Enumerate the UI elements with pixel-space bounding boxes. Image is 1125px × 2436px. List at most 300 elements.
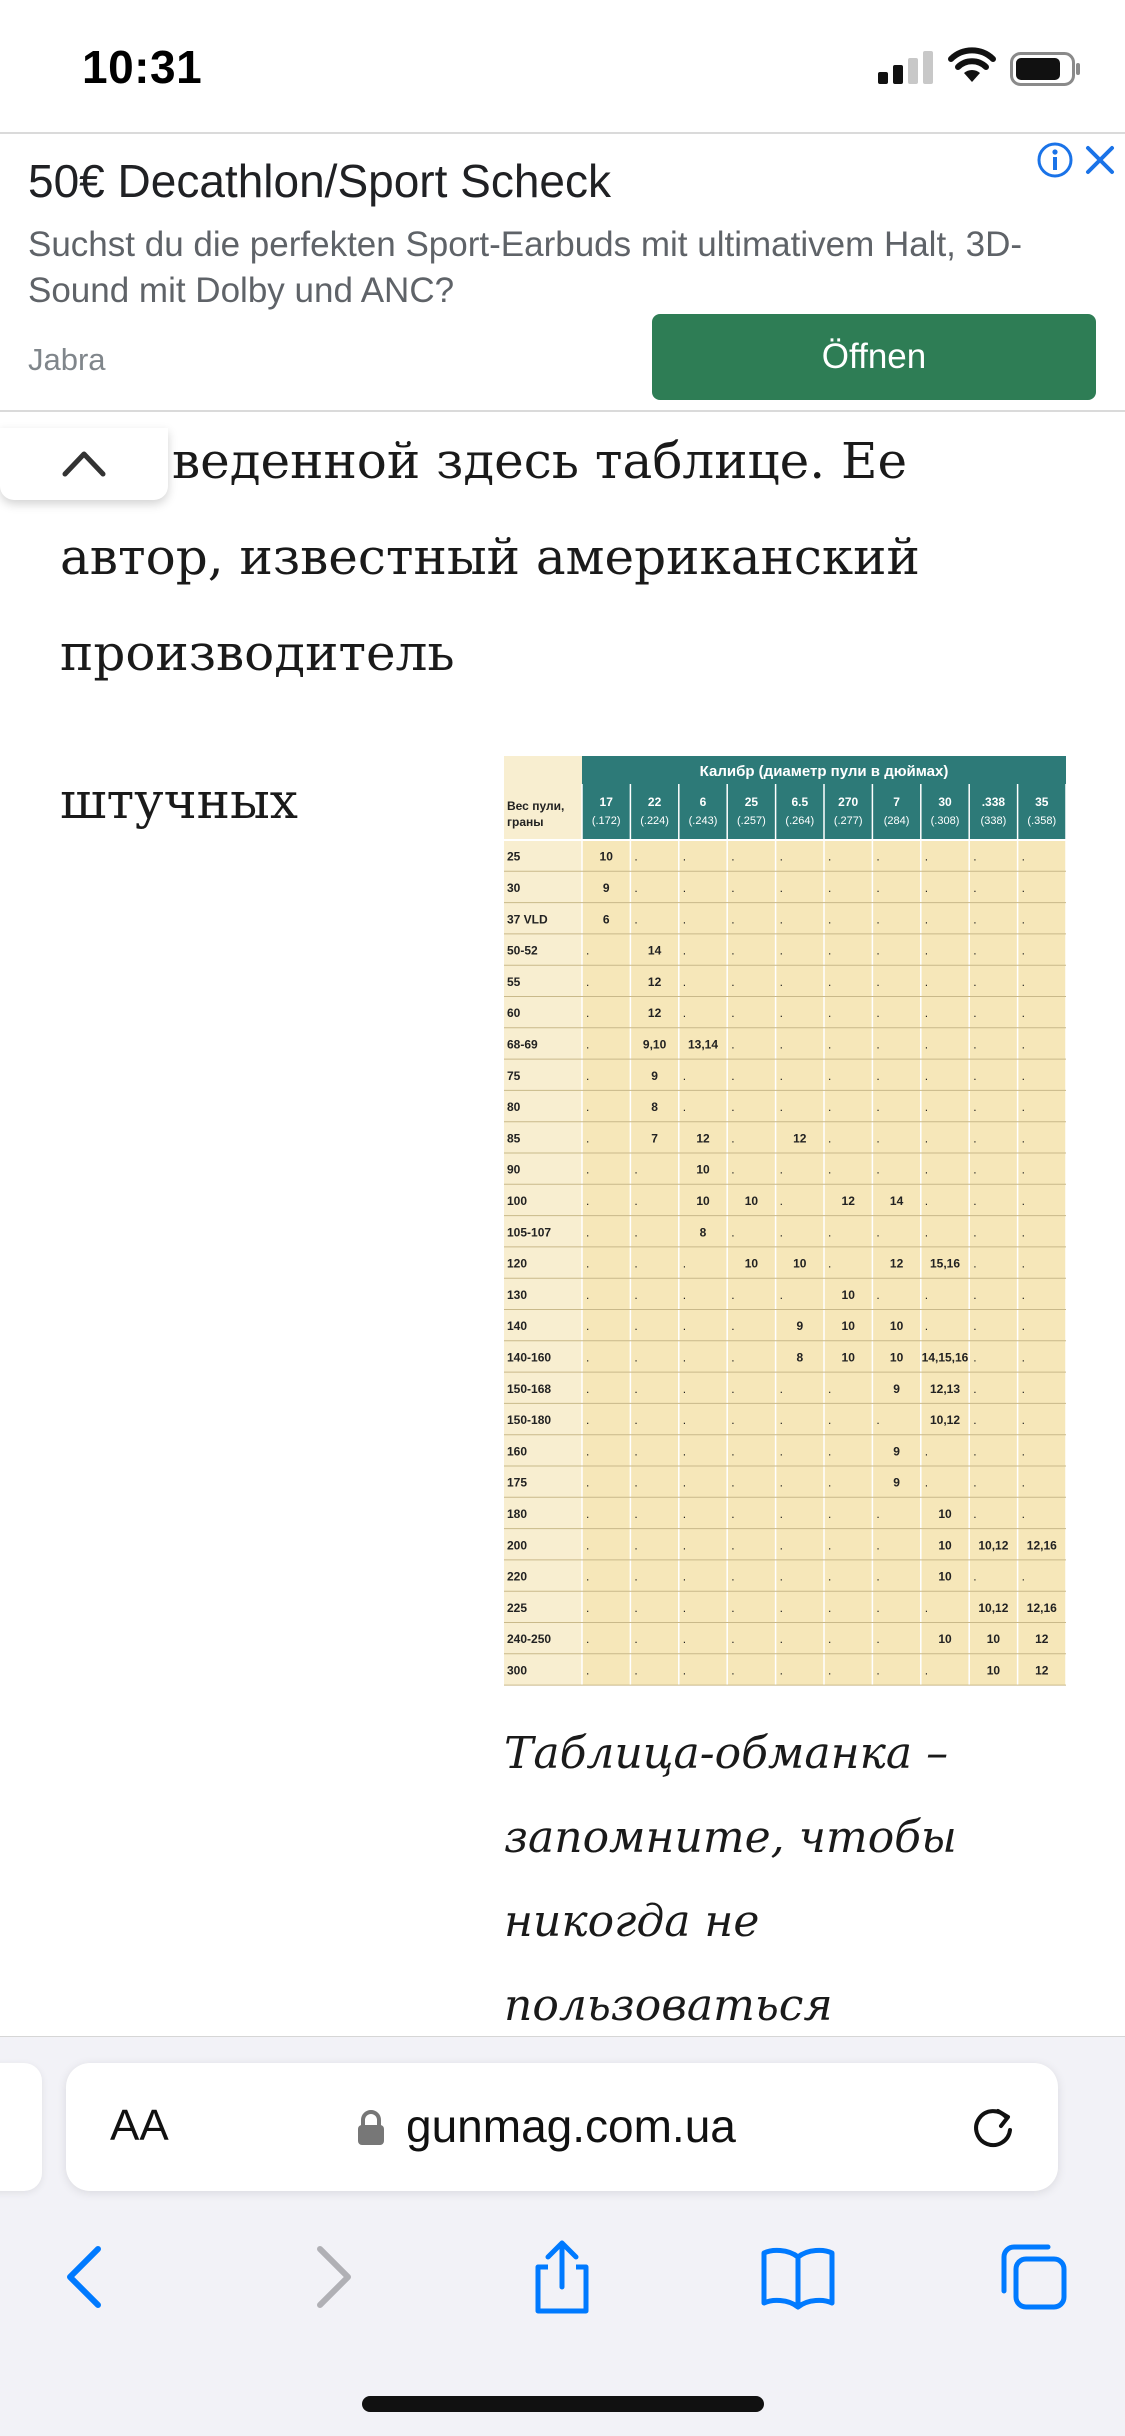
table-cell: . — [731, 1569, 735, 1584]
table-cell: . — [731, 1632, 735, 1647]
caliber-header: 30 — [938, 795, 952, 809]
table-cell: 10,12 — [978, 1600, 1009, 1615]
table-cell: 10 — [938, 1569, 952, 1584]
article-content — [0, 412, 1125, 2036]
table-cell: . — [779, 1193, 783, 1208]
table-cell: . — [731, 1600, 735, 1615]
table-cell: . — [634, 1381, 638, 1396]
table-cell: . — [1021, 1131, 1025, 1146]
table-cell: . — [731, 943, 735, 958]
ad-title[interactable]: 50€ Decathlon/Sport Scheck — [28, 155, 612, 207]
table-cell: . — [973, 1131, 977, 1146]
table-cell: . — [973, 912, 977, 927]
table-cell: . — [828, 1006, 832, 1021]
table-cell: . — [586, 1350, 590, 1365]
row-weight-label: 120 — [507, 1256, 528, 1271]
table-cell: . — [1021, 880, 1025, 895]
table-cell: . — [876, 1225, 880, 1240]
caliber-header: .338 — [981, 795, 1006, 809]
table-cell: . — [682, 974, 687, 989]
table-cell: . — [682, 1413, 687, 1428]
article-text-line: веденной здесь таблице. Ее — [172, 432, 908, 490]
table-cell: 9,10 — [642, 1037, 667, 1052]
row-weight-label: 68-69 — [507, 1037, 538, 1052]
table-cell: . — [876, 880, 880, 895]
table-cell: . — [634, 849, 638, 864]
status-time: 10:31 — [82, 41, 203, 93]
table-cell: 6 — [602, 912, 610, 927]
row-weight-label: 37 VLD — [507, 912, 548, 927]
table-cell: . — [731, 1538, 735, 1553]
table-cell: . — [634, 912, 638, 927]
caliber-header-diameter: (.172) — [591, 815, 621, 827]
table-cell: . — [779, 1162, 783, 1177]
table-cell: 10 — [841, 1287, 855, 1302]
url-text[interactable]: gunmag.com.ua — [406, 2100, 736, 2152]
table-cell: . — [828, 1600, 832, 1615]
battery-icon — [1010, 52, 1082, 86]
table-cell: . — [586, 1475, 590, 1490]
table-cell: . — [682, 1256, 687, 1271]
table-cell: 12 — [841, 1193, 855, 1208]
table-cell: . — [973, 943, 977, 958]
table-cell: . — [924, 1287, 929, 1302]
caliber-header-diameter: (284) — [883, 815, 910, 827]
caliber-header-diameter: (.358) — [1027, 815, 1057, 827]
ad-advertiser: Jabra — [28, 342, 106, 377]
table-cell: . — [779, 1538, 783, 1553]
caliber-header: 35 — [1035, 795, 1049, 809]
table-cell: . — [876, 1162, 880, 1177]
table-cell: . — [1021, 1100, 1025, 1115]
table-cell: 10 — [793, 1256, 807, 1271]
table-cell: . — [682, 1350, 687, 1365]
table-cell: . — [731, 1381, 735, 1396]
table-cell: . — [779, 912, 783, 927]
table-cell: . — [973, 880, 977, 895]
caliber-header-diameter: (.257) — [737, 815, 766, 827]
table-cell: . — [1021, 943, 1025, 958]
table-cell: . — [779, 1413, 783, 1428]
table-cell: . — [586, 1663, 590, 1678]
table-cell: . — [586, 943, 590, 958]
table-cell: 8 — [699, 1225, 707, 1240]
table-cell: . — [973, 1350, 977, 1365]
row-weight-label: 140-160 — [507, 1350, 552, 1365]
table-cell: . — [876, 1287, 880, 1302]
row-weight-label: 80 — [507, 1100, 521, 1115]
forward-icon[interactable] — [290, 2237, 370, 2317]
table-cell: 10 — [599, 849, 613, 864]
table-cell: . — [731, 1350, 735, 1365]
row-weight-label: 90 — [507, 1162, 521, 1177]
table-cell: . — [828, 1444, 832, 1459]
table-cell: . — [731, 880, 735, 895]
ad-open-button[interactable]: Öffnen — [652, 314, 1096, 400]
table-cell: . — [876, 943, 880, 958]
row-weight-label: 85 — [507, 1131, 521, 1146]
table-cell: 10 — [744, 1256, 759, 1271]
table-cell: . — [828, 1100, 832, 1115]
table-cell: . — [634, 1225, 638, 1240]
row-weight-label: 25 — [507, 849, 521, 864]
table-cell: . — [586, 1569, 590, 1584]
row-weight-label: 30 — [507, 880, 521, 895]
table-cell: . — [682, 1287, 687, 1302]
table-cell: . — [1021, 1444, 1025, 1459]
table-cell: . — [876, 974, 880, 989]
table-cell: . — [779, 1475, 783, 1490]
table-cell: . — [779, 1600, 783, 1615]
table-cell: . — [973, 1319, 977, 1334]
table-cell: . — [876, 912, 880, 927]
table-cell: . — [924, 1444, 929, 1459]
table-cell: . — [1021, 849, 1025, 864]
table-cell: . — [1021, 1068, 1025, 1083]
row-weight-label: 300 — [507, 1663, 528, 1678]
table-cell: 12 — [889, 1256, 904, 1271]
table-cell: . — [731, 1663, 735, 1678]
table-cell: . — [828, 912, 832, 927]
table-cell: . — [828, 1131, 832, 1146]
table-cell: . — [973, 1444, 977, 1459]
table-cell: . — [731, 1475, 735, 1490]
table-cell: . — [779, 1006, 783, 1021]
ad-description[interactable]: Suchst du die perfekten Sport-Earbuds mit ultimativem Halt, 3D-Sound mit Dolby und ANC? — [28, 225, 1023, 310]
table-cell: . — [586, 1444, 590, 1459]
table-cell: . — [634, 1663, 638, 1678]
caliber-header: 6 — [699, 795, 707, 809]
row-weight-label: 175 — [507, 1475, 528, 1490]
table-cell: . — [1021, 1037, 1025, 1052]
table-cell: . — [586, 974, 590, 989]
table-cell: . — [731, 912, 735, 927]
row-weight-label: 75 — [507, 1068, 521, 1083]
table-cell: . — [828, 1068, 832, 1083]
table-cell: . — [1021, 1193, 1025, 1208]
table-cell: . — [779, 849, 783, 864]
table-cell: . — [973, 1006, 977, 1021]
previous-tab-preview[interactable] — [0, 2063, 42, 2191]
table-cell: . — [1021, 1413, 1025, 1428]
caliber-header-diameter: (.264) — [785, 815, 815, 827]
wifi-icon — [948, 46, 996, 84]
table-title: Калибр (диаметр пули в дюймах) — [699, 763, 949, 780]
table-cell: 12,16 — [1026, 1538, 1057, 1553]
table-cell: . — [828, 1225, 832, 1240]
table-cell: . — [973, 974, 977, 989]
bookmarks-icon[interactable] — [758, 2237, 838, 2317]
table-cell: . — [634, 1569, 638, 1584]
table-cell: . — [731, 1225, 735, 1240]
table-cell: 10,12 — [978, 1538, 1009, 1553]
table-cell: . — [779, 1444, 783, 1459]
table-cell: . — [828, 974, 832, 989]
table-cell: 14 — [647, 943, 662, 958]
table-cell: . — [1021, 1475, 1025, 1490]
table-cell: . — [779, 1569, 783, 1584]
row-weight-label: 55 — [507, 974, 521, 989]
table-cell: 10 — [938, 1506, 952, 1521]
table-cell: 13,14 — [687, 1037, 719, 1052]
ad-banner[interactable] — [0, 132, 1125, 412]
table-cell: . — [1021, 1162, 1025, 1177]
table-cell: . — [876, 1632, 880, 1647]
table-cell: . — [876, 1006, 880, 1021]
table-cell: 10 — [986, 1663, 1001, 1678]
collapse-ad-tab[interactable] — [0, 428, 168, 500]
table-cell: . — [586, 1600, 590, 1615]
table-cell: . — [973, 1225, 977, 1240]
table-cell: . — [682, 1506, 687, 1521]
share-icon[interactable] — [522, 2237, 602, 2317]
table-cell: . — [828, 1413, 832, 1428]
table-cell: . — [828, 1538, 832, 1553]
table-cell: . — [876, 1663, 880, 1678]
table-cell: 8 — [796, 1350, 804, 1365]
table-cell: . — [924, 1225, 929, 1240]
table-cell: . — [876, 1068, 880, 1083]
table-cell: . — [731, 1068, 735, 1083]
table-cell: 7 — [651, 1131, 658, 1146]
table-cell: . — [586, 1632, 590, 1647]
table-cell: . — [586, 1131, 590, 1146]
row-weight-label: 200 — [507, 1538, 528, 1553]
caliber-table-figure — [504, 756, 1066, 1696]
table-cell: . — [828, 1569, 832, 1584]
caliber-header-diameter: (.243) — [688, 815, 718, 827]
table-cell: . — [586, 1068, 590, 1083]
row-weight-label: 180 — [507, 1506, 528, 1521]
table-cell: . — [1021, 1381, 1025, 1396]
figure-caption-line: Таблица-обманка – — [504, 1728, 949, 1779]
table-cell: . — [586, 1319, 590, 1334]
table-cell: . — [924, 943, 929, 958]
article-text-line: производитель — [60, 624, 455, 682]
table-cell: . — [779, 1037, 783, 1052]
ad-close-icon[interactable] — [1080, 140, 1120, 180]
table-cell: . — [828, 1632, 832, 1647]
article-text-line: штучных — [60, 772, 298, 830]
table-cell: . — [828, 1256, 832, 1271]
table-cell: . — [1021, 1506, 1025, 1521]
table-cell: . — [1021, 1225, 1025, 1240]
table-cell: . — [924, 1006, 929, 1021]
table-cell: 9 — [893, 1475, 900, 1490]
table-cell: 12 — [793, 1131, 807, 1146]
table-cell: . — [634, 1256, 638, 1271]
table-cell: . — [828, 880, 832, 895]
table-cell: . — [634, 1287, 638, 1302]
table-cell: . — [779, 1381, 783, 1396]
table-cell: . — [682, 1381, 687, 1396]
table-cell: . — [924, 849, 929, 864]
table-cell: . — [682, 1632, 687, 1647]
row-weight-label: 50-52 — [507, 943, 538, 958]
table-cell: . — [731, 1162, 735, 1177]
table-cell: . — [634, 1444, 638, 1459]
back-icon[interactable] — [48, 2237, 128, 2317]
table-cell: . — [876, 1600, 880, 1615]
table-cell: 14,15,16 — [921, 1350, 969, 1365]
figure-caption-line: никогда не — [504, 1896, 760, 1947]
row-weight-label: 240-250 — [507, 1632, 552, 1647]
table-cell: . — [586, 1037, 590, 1052]
table-cell: 10 — [938, 1632, 952, 1647]
tabs-icon[interactable] — [994, 2237, 1074, 2317]
row-weight-label: 140 — [507, 1319, 528, 1334]
table-cell: . — [731, 1131, 735, 1146]
table-cell: . — [731, 1506, 735, 1521]
table-cell: . — [634, 1538, 638, 1553]
table-cell: 9 — [893, 1381, 900, 1396]
row-weight-label: 60 — [507, 1006, 521, 1021]
row-weight-label: 150-168 — [507, 1381, 552, 1396]
table-cell: . — [634, 1319, 638, 1334]
table-cell: . — [682, 1319, 687, 1334]
table-cell: . — [779, 1632, 783, 1647]
article-text-line: автор, известный американский — [60, 528, 920, 586]
table-cell: . — [731, 1444, 735, 1459]
table-cell: . — [682, 1006, 687, 1021]
home-indicator — [362, 2396, 764, 2412]
row-weight-label: 225 — [507, 1600, 528, 1615]
table-cell: . — [586, 1413, 590, 1428]
table-weight-label: граны — [507, 815, 544, 829]
table-cell: . — [731, 849, 735, 864]
table-cell: . — [1021, 1006, 1025, 1021]
table-cell: . — [682, 1600, 687, 1615]
table-cell: 12 — [647, 974, 662, 989]
table-cell: . — [1021, 1319, 1025, 1334]
table-cell: 8 — [651, 1100, 658, 1115]
table-cell: . — [973, 1037, 977, 1052]
table-cell: . — [586, 1506, 590, 1521]
table-cell: . — [779, 1225, 783, 1240]
table-cell: . — [779, 1663, 783, 1678]
table-cell: 10 — [889, 1350, 904, 1365]
table-cell: 10 — [986, 1632, 1001, 1647]
address-bar[interactable] — [66, 2063, 1058, 2191]
table-cell: . — [828, 1162, 832, 1177]
table-cell: . — [828, 1037, 832, 1052]
table-cell: . — [731, 1413, 735, 1428]
table-cell: . — [876, 1413, 880, 1428]
table-cell: . — [828, 943, 832, 958]
caliber-header: 25 — [744, 795, 759, 809]
table-cell: . — [682, 912, 687, 927]
table-cell: 10 — [696, 1162, 710, 1177]
table-cell: . — [682, 943, 687, 958]
table-cell: . — [586, 1193, 590, 1208]
table-cell: . — [1021, 912, 1025, 927]
table-cell: 12 — [1035, 1663, 1049, 1678]
table-cell: . — [973, 1475, 977, 1490]
table-cell: 9 — [602, 880, 610, 895]
table-cell: . — [973, 1569, 977, 1584]
table-cell: . — [682, 1663, 687, 1678]
table-cell: . — [924, 912, 929, 927]
table-cell: . — [779, 1506, 783, 1521]
table-cell: . — [1021, 1256, 1025, 1271]
chevron-up-icon — [62, 448, 106, 478]
row-weight-label: 130 — [507, 1287, 528, 1302]
text-size-button[interactable] — [110, 2101, 169, 2151]
caliber-header: 270 — [838, 795, 859, 809]
row-weight-label: 150-180 — [507, 1413, 552, 1428]
caliber-header: 22 — [647, 795, 662, 809]
table-cell: 12 — [696, 1131, 710, 1146]
table-cell: . — [634, 1162, 638, 1177]
lock-icon — [356, 2109, 386, 2147]
caliber-header-diameter: (.224) — [640, 815, 669, 827]
row-weight-label: 160 — [507, 1444, 528, 1459]
table-cell: 15,16 — [929, 1256, 961, 1271]
ad-info-icon[interactable] — [1035, 140, 1075, 180]
table-cell: . — [924, 1663, 929, 1678]
table-cell: . — [973, 1287, 977, 1302]
table-cell: . — [634, 1475, 638, 1490]
table-cell: 10 — [744, 1193, 759, 1208]
table-cell: . — [924, 880, 929, 895]
table-cell: . — [973, 1413, 977, 1428]
table-cell: . — [924, 1600, 929, 1615]
table-cell: . — [828, 849, 832, 864]
table-cell: . — [634, 1350, 638, 1365]
table-cell: . — [876, 849, 880, 864]
table-cell: . — [586, 1287, 590, 1302]
table-cell: 10 — [841, 1350, 855, 1365]
table-cell: 12,13 — [929, 1381, 961, 1396]
table-cell: . — [682, 849, 687, 864]
table-cell: . — [1021, 1287, 1025, 1302]
table-cell: . — [586, 1006, 590, 1021]
table-cell: 10 — [696, 1193, 710, 1208]
table-cell: 9 — [651, 1068, 658, 1083]
row-weight-label: 100 — [507, 1193, 528, 1208]
table-cell: 9 — [796, 1319, 804, 1334]
table-cell: . — [634, 1413, 638, 1428]
table-cell: . — [731, 1006, 735, 1021]
caliber-header-diameter: (.277) — [833, 815, 863, 827]
table-cell: . — [973, 849, 977, 864]
table-cell: . — [924, 1131, 929, 1146]
table-cell: . — [973, 1506, 977, 1521]
table-cell: 12,16 — [1026, 1600, 1057, 1615]
table-cell: . — [924, 1068, 929, 1083]
table-cell: . — [828, 1381, 832, 1396]
table-cell: . — [586, 1162, 590, 1177]
table-cell: . — [779, 943, 783, 958]
table-cell: . — [876, 1506, 880, 1521]
table-cell: . — [586, 1381, 590, 1396]
table-cell: . — [924, 1193, 929, 1208]
figure-caption-line: пользоваться — [504, 1980, 833, 2031]
table-cell: . — [973, 1100, 977, 1115]
table-cell: . — [924, 1319, 929, 1334]
reload-icon[interactable] — [968, 2103, 1018, 2153]
table-cell: . — [779, 1100, 783, 1115]
table-cell: . — [586, 1225, 590, 1240]
status-bar — [0, 0, 1125, 132]
table-cell: . — [973, 1193, 977, 1208]
table-cell: . — [634, 1506, 638, 1521]
table-cell: . — [828, 1475, 832, 1490]
table-cell: 12 — [647, 1006, 662, 1021]
caliber-table — [504, 756, 1066, 1696]
table-cell: . — [876, 1037, 880, 1052]
table-cell: . — [586, 1538, 590, 1553]
